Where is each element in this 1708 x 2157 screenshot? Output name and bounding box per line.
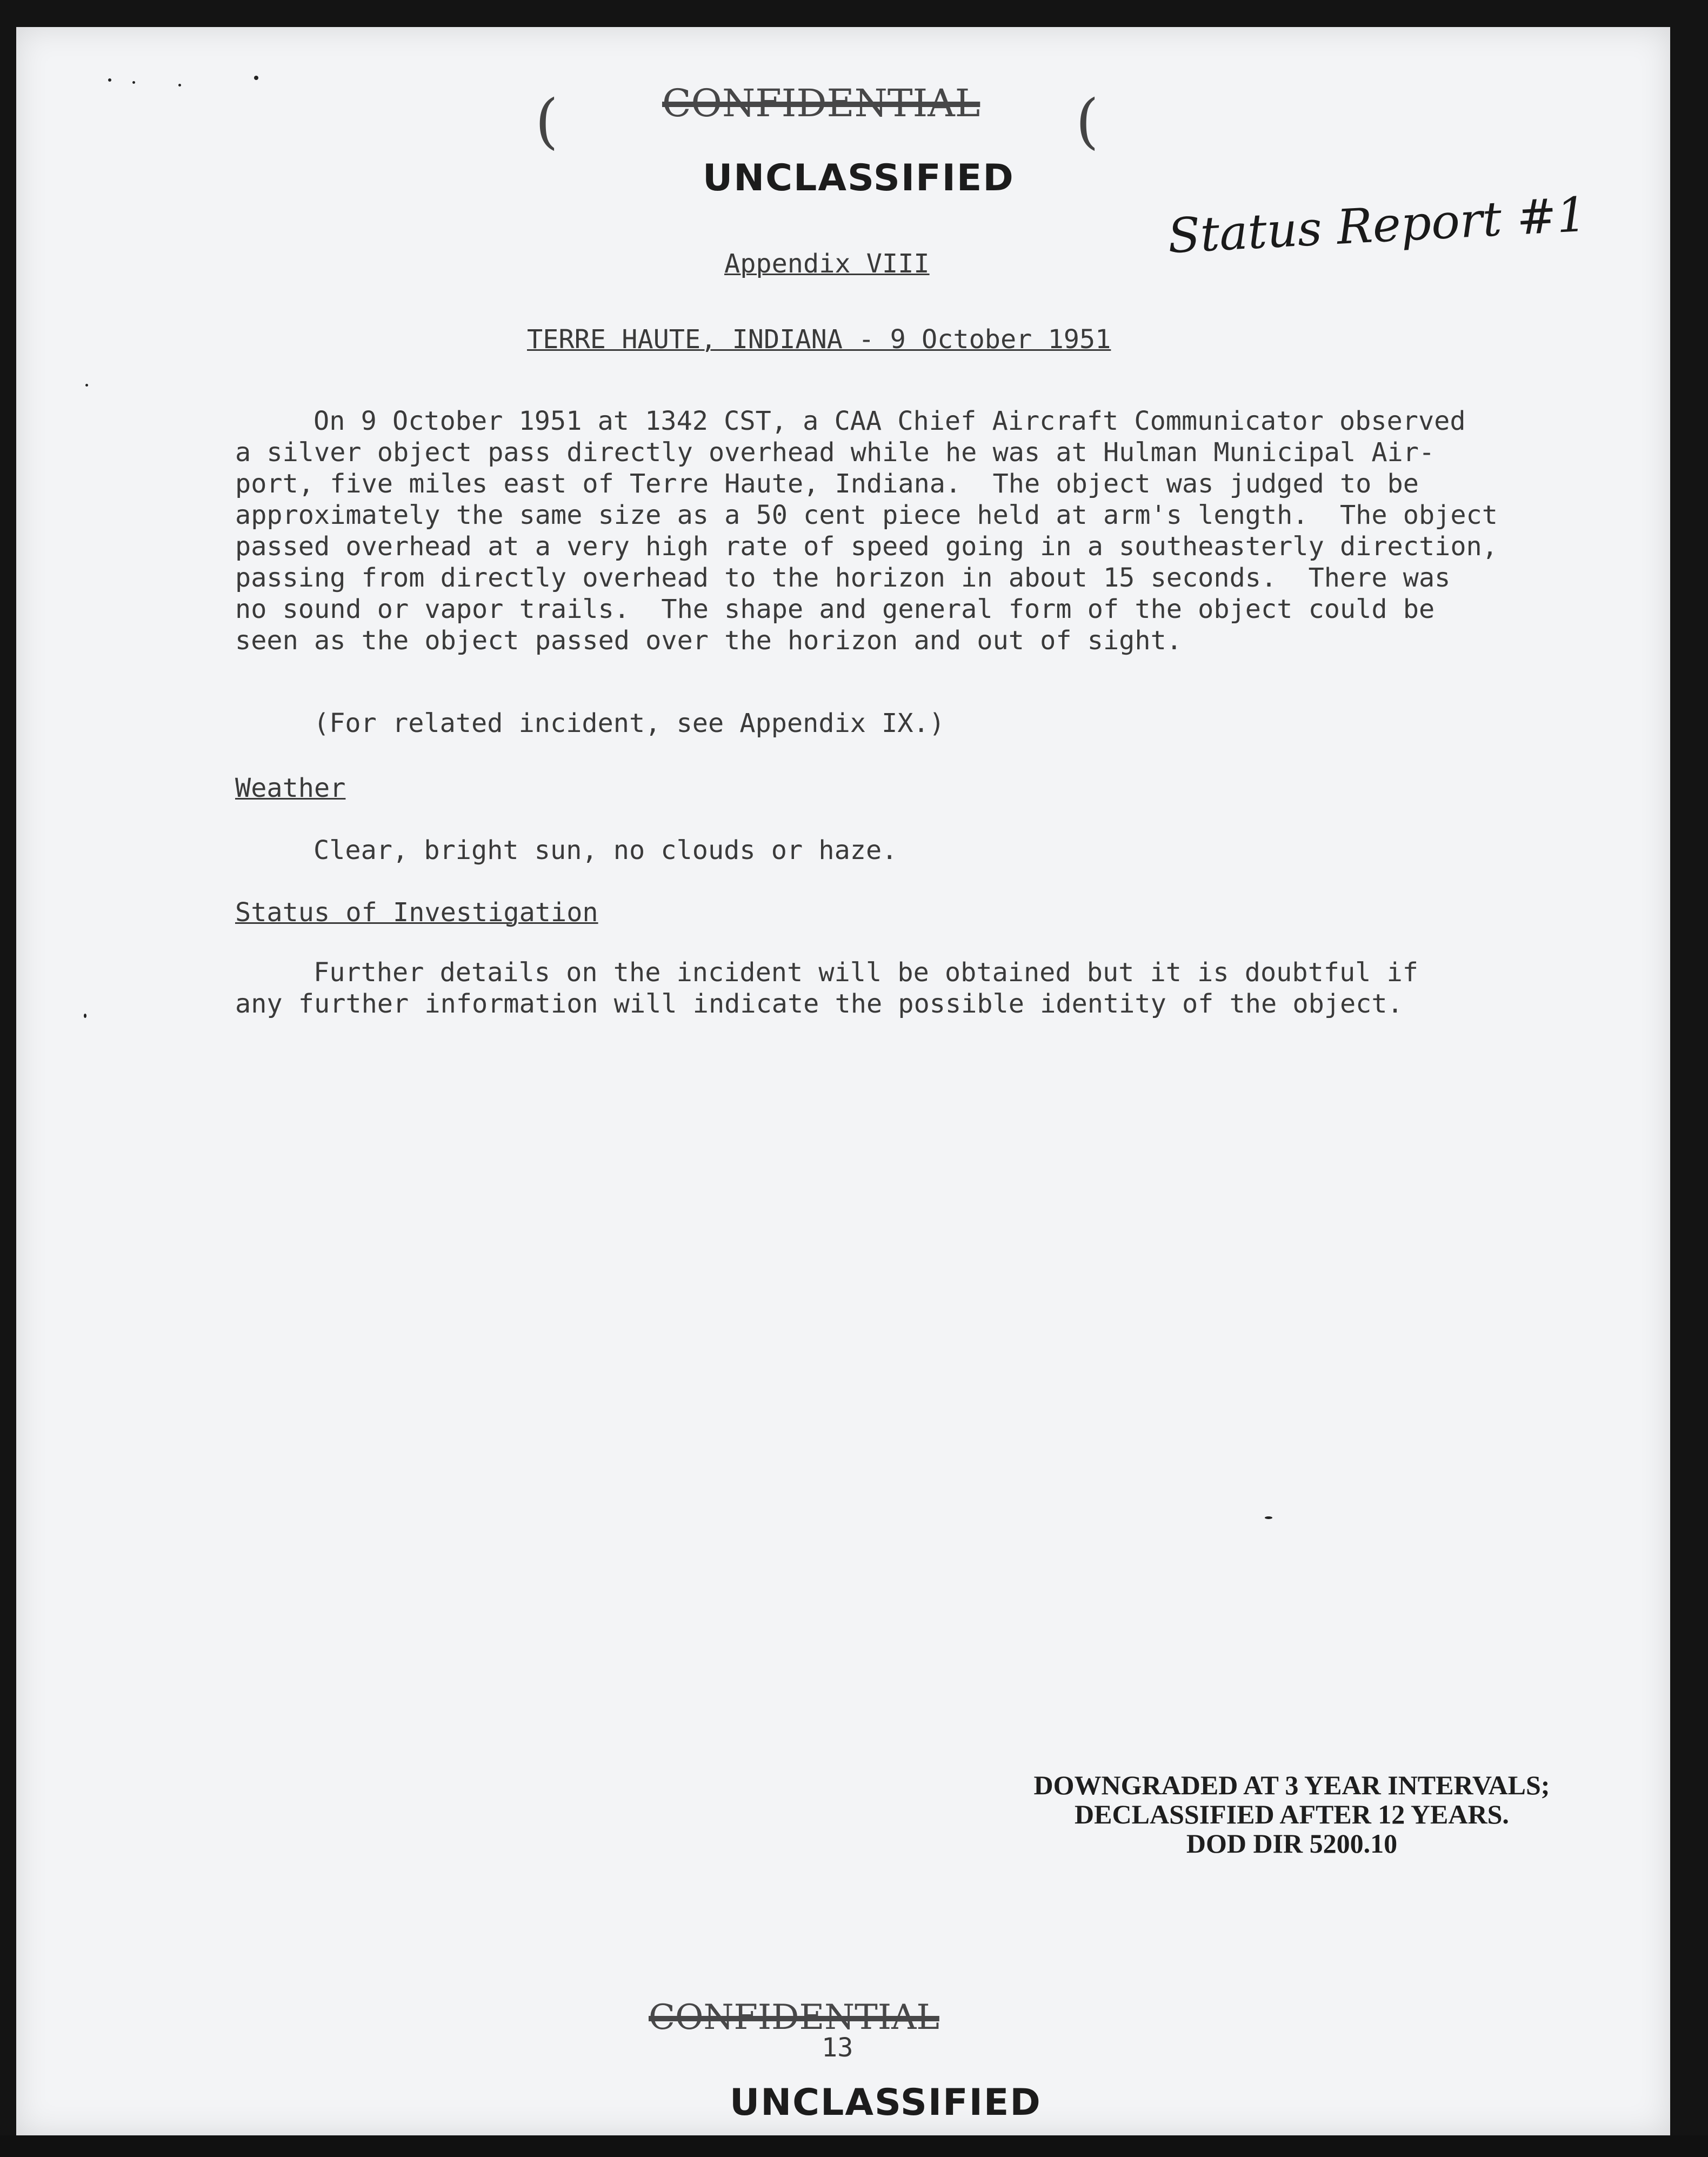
text-line: a silver object pass directly overhead while he was at Hulman Municipal Air- bbox=[235, 437, 1435, 468]
downgrade-stamp bbox=[984, 1770, 1600, 1858]
text-line: approximately the same size as a 50 cent piece held at arm's length. The object bbox=[235, 500, 1498, 530]
downgrade-line: DOD DIR 5200.10 bbox=[1186, 1828, 1398, 1859]
status-paragraph bbox=[235, 957, 1418, 1020]
scan-speck bbox=[108, 78, 111, 82]
status-heading: Status of Investigation bbox=[235, 897, 598, 928]
scan-speck bbox=[254, 76, 258, 80]
scan-speck bbox=[84, 1014, 86, 1018]
left-bracket-mark: ( bbox=[535, 86, 558, 156]
related-incident-note: (For related incident, see Appendix IX.) bbox=[313, 708, 945, 738]
location-date-title: TERRE HAUTE, INDIANA - 9 October 1951 bbox=[527, 324, 1111, 355]
text-line: passed overhead at a very high rate of speed going in a southeasterly direction, bbox=[235, 531, 1498, 562]
handwritten-status-note: Status Report #1 bbox=[1166, 186, 1589, 264]
scan-speck bbox=[1265, 1516, 1272, 1519]
text-line: passing from directly overhead to the horizon in about 15 seconds. There was bbox=[235, 563, 1451, 593]
scan-speck bbox=[85, 384, 88, 387]
text-line: any further information will indicate the possible identity of the object. bbox=[235, 989, 1403, 1019]
downgrade-line: DECLASSIFIED AFTER 12 YEARS. bbox=[1075, 1799, 1509, 1829]
scan-speck bbox=[132, 81, 135, 84]
unclassified-stamp-bottom: UNCLASSIFIED bbox=[730, 2081, 1042, 2124]
appendix-title: Appendix VIII bbox=[724, 249, 930, 279]
text-line: no sound or vapor trails. The shape and general form of the object could be bbox=[235, 594, 1435, 624]
incident-paragraph bbox=[235, 405, 1498, 656]
document-page bbox=[16, 27, 1670, 2135]
page-number: 13 bbox=[822, 2033, 853, 2063]
struck-confidential-top: CONFIDENTIAL bbox=[662, 81, 980, 125]
unclassified-stamp-top: UNCLASSIFIED bbox=[703, 157, 1015, 199]
struck-confidential-bottom: CONFIDENTIAL bbox=[649, 1998, 939, 2038]
text-line: seen as the object passed over the horizon and out of sight. bbox=[235, 625, 1182, 656]
text-line: port, five miles east of Terre Haute, Indiana. The object was judged to be bbox=[235, 469, 1419, 499]
weather-heading: Weather bbox=[235, 773, 346, 803]
scan-speck bbox=[178, 84, 181, 86]
text-line: Further details on the incident will be obtained but it is doubtful if bbox=[313, 957, 1418, 988]
text-line: On 9 October 1951 at 1342 CST, a CAA Chief Aircraft Communicator observed bbox=[313, 406, 1466, 436]
right-bracket-mark: ( bbox=[1076, 86, 1099, 156]
downgrade-line: DOWNGRADED AT 3 YEAR INTERVALS; bbox=[1033, 1770, 1550, 1800]
weather-text: Clear, bright sun, no clouds or haze. bbox=[313, 835, 898, 866]
